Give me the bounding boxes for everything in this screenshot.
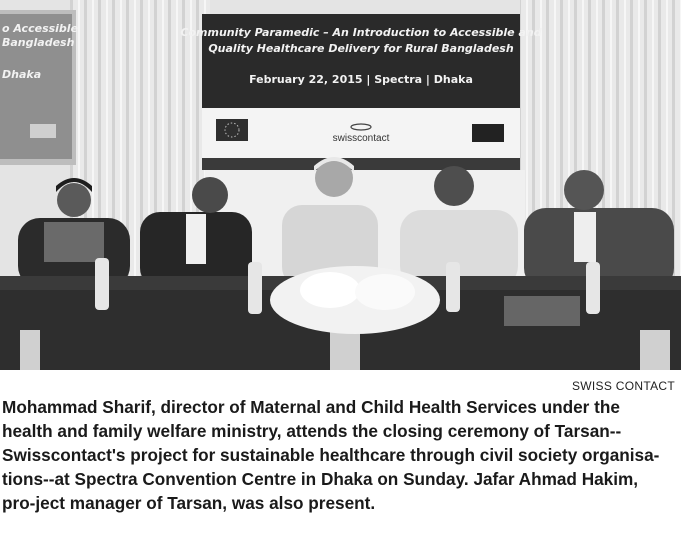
screen-text-2: Bangladesh (2, 36, 75, 49)
banner-title-2: Quality Healthcare Delivery for Rural Bangladesh (208, 42, 514, 55)
partner-logo (472, 124, 504, 142)
event-banner (180, 14, 541, 170)
screen-text-3: Dhaka (2, 68, 42, 81)
projector-screen (0, 10, 79, 165)
flower-arrangement (270, 266, 440, 334)
photo-caption: Mohammad Sharif, director of Maternal and Child Health Services under the health and family welfare ministry, attends the closing ceremony of Tarsan--Swisscontact's project for sustainable healthcare through civil society organisa-tions--at Spectra Convention Centre in Dhaka on Sunday. Jafar Ahmad Hakim, pro-ject manager of Tarsan, was also present. (2, 397, 660, 513)
photo-credit: SWISS CONTACT (571, 379, 675, 393)
swisscontact-logo: swisscontact (332, 133, 390, 144)
screen-text-1: o Accessible (2, 22, 79, 35)
eu-flag-logo (216, 119, 248, 141)
banner-date: February 22, 2015 | Spectra | Dhaka (249, 73, 473, 86)
banner-title-1: Community Paramedic – An Introduction to Accessible and (180, 26, 542, 39)
